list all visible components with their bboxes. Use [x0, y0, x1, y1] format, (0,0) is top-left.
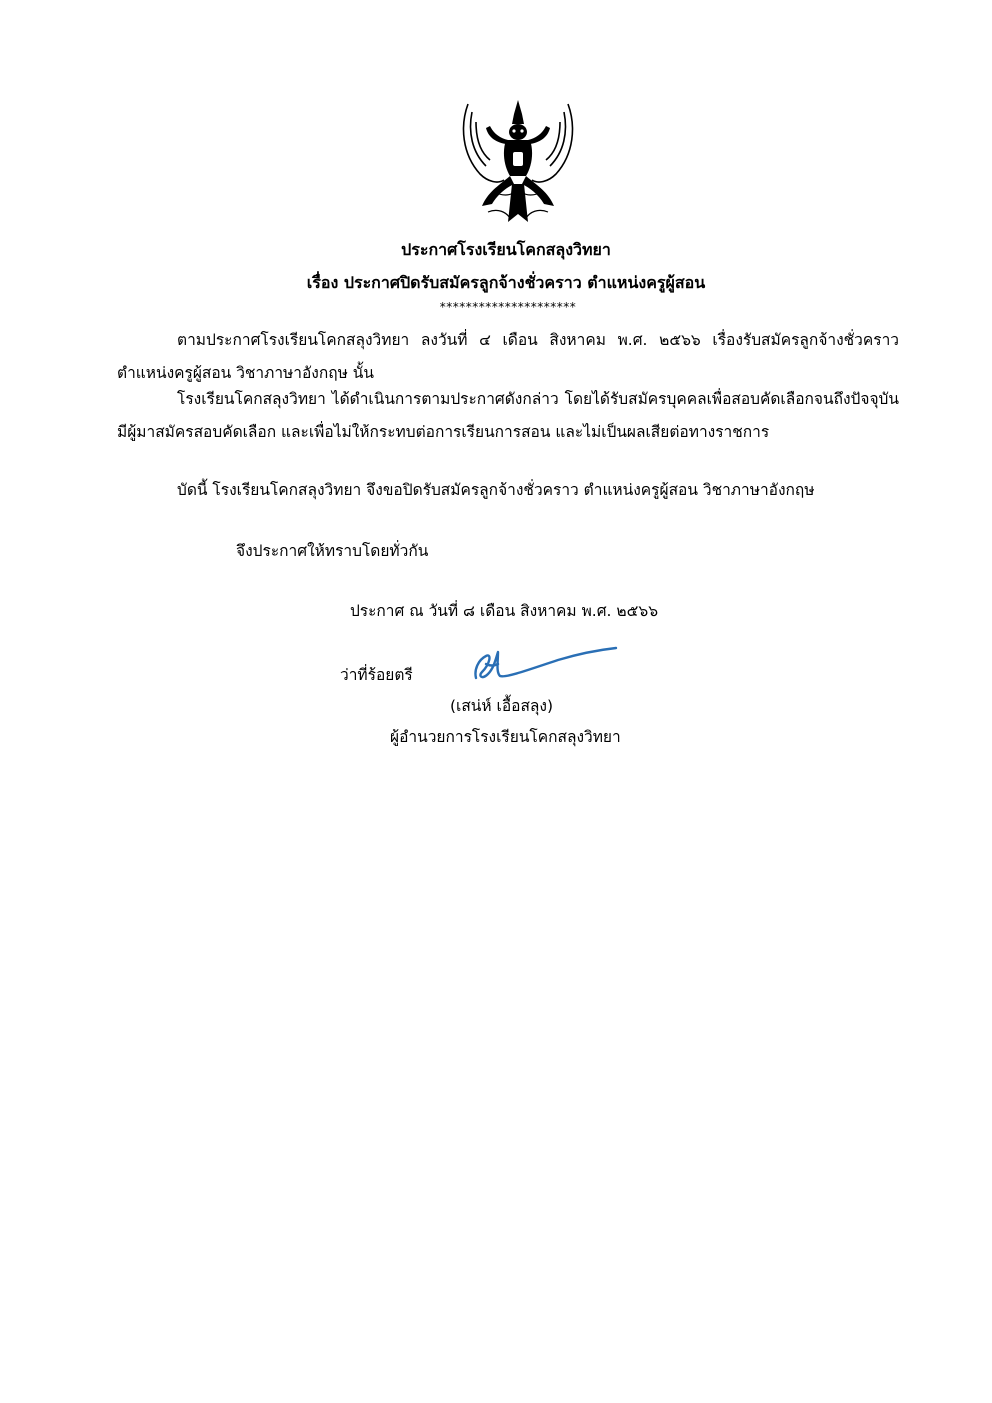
body-paragraph-2: [117, 383, 899, 449]
separator: *********************: [439, 300, 577, 314]
body-paragraph-2-text: โรงเรียนโคกสลุงวิทยา ได้ดำเนินการตามประกาศดังกล่าว โดยได้รับสมัครบุคคลเพื่อสอบคัดเลือกจนถึงปัจจุบัน มีผู้มาสมัครสอบคัดเลือก และเพื่อไม่ให้กระทบต่อการเรียนการสอน และไม่เป็นผลเสียต่อทางราชการ: [117, 390, 899, 441]
body-paragraph-3-text: บัดนี้ โรงเรียนโคกสลุงวิทยา จึงขอปิดรับสมัครลูกจ้างชั่วคราว ตำแหน่งครูผู้สอน วิชาภาษาอังกฤษ: [177, 481, 815, 499]
signatory-position: ผู้อำนวยการโรงเรียนโคกสลุงวิทยา: [390, 728, 621, 746]
announcement-subject: เรื่อง ประกาศปิดรับสมัครลูกจ้างชั่วคราว ตำแหน่งครูผู้สอน: [306, 273, 706, 292]
body-paragraph-3: [117, 474, 899, 507]
closing-statement: จึงประกาศให้ทราบโดยทั่วกัน: [236, 542, 429, 560]
announcement-date: ประกาศ ณ วันที่ ๘ เดือน สิงหาคม พ.ศ. ๒๕๖๖: [349, 602, 659, 620]
body-paragraph-1-text: ตามประกาศโรงเรียนโคกสลุงวิทยา ลงวันที่ ๔ เดือน สิงหาคม พ.ศ. ๒๕๖๖ เรื่องรับสมัครลูกจ้างชั่วคราว ตำแหน่งครูผู้สอน วิชาภาษาอังกฤษ นั้น: [117, 331, 899, 382]
body-paragraph-1: [117, 324, 899, 390]
signatory-name: (เสน่ห์ เอื้อสลุง): [450, 697, 554, 715]
signatory-rank: ว่าที่ร้อยตรี: [340, 666, 413, 684]
announcement-title: ประกาศโรงเรียนโคกสลุงวิทยา: [401, 240, 611, 259]
handwritten-signature: [468, 640, 620, 688]
garuda-emblem-icon: [458, 96, 578, 228]
